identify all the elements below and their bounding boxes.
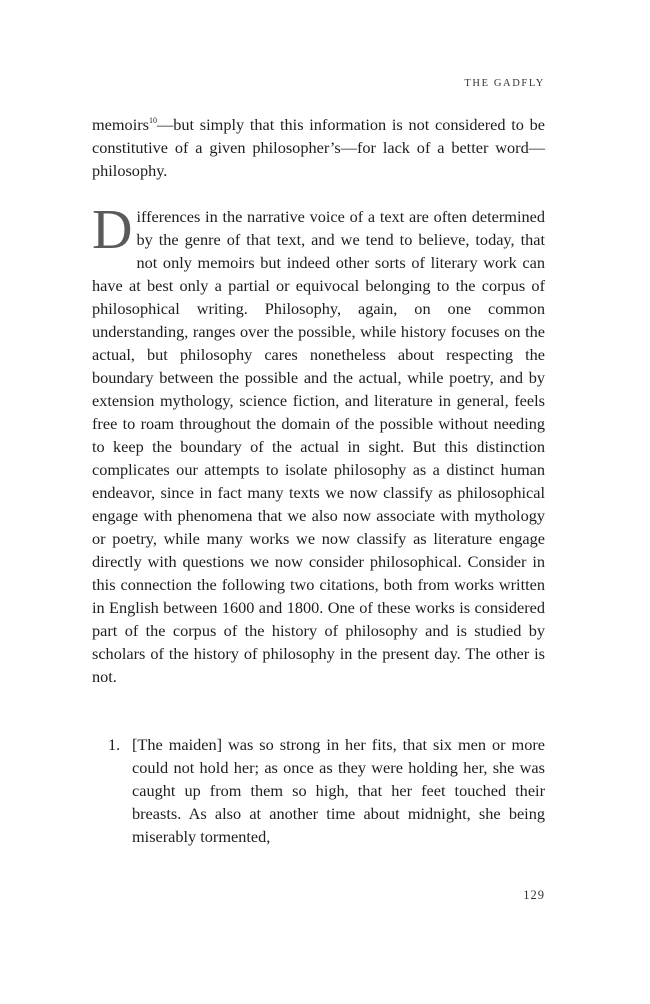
paragraph-2-text: ifferences in the narrative voice of a text are often determined by the genre of that text, and we tend to believe, today, that not only memoirs but indeed other sorts of literary work can have at best only a partial or equivocal belonging to the corpus of philosophical writing. Philosophy, again, on one common understanding, ranges over the possible, while history focuses on the actual, but philosophy cares nonetheless about respecting the boundary between the possible and the actual, while poetry, and by extension mythology, science fiction, and literature in general, feels free to roam throughout the domain of the possible without needing to keep the boundary of the actual in sight. But this distinction complicates our attempts to isolate philosophy as a distinct human endeavor, since in fact many texts we now classify as philosophical engage with phenomena that we also now associate with mythology or poetry, while many works we now classify as literature engage directly with questions we now consider philosophical. Consider in this connection the following two citations, both from works written in English between 1600 and 1800. One of these works is considered part of the corpus of the history of philosophy and is studied by scholars of the history of philosophy in the present day. The other is not. xyxy=(92,207,545,686)
drop-cap: D xyxy=(92,199,133,261)
main-text xyxy=(92,113,545,688)
citation-item xyxy=(92,733,545,848)
citation-number: 1. xyxy=(108,735,121,754)
citation-text: [The maiden] was so strong in her fits, that six men or more could not hold her; as once as they were holding her, she was caught up from them so high, that her feet touched their breasts. As also at another time about midnight, she being miserably tormented, xyxy=(132,735,545,846)
paragraph-1 xyxy=(92,113,545,182)
citation-list xyxy=(92,733,545,848)
footnote-marker: 10 xyxy=(148,115,157,125)
paragraph-1-rest: —but simply that this information is not considered to be constitutive of a given philosopher’s—for lack of a better word—philosophy. xyxy=(92,115,545,180)
paragraph-spacer xyxy=(92,182,545,205)
page-number: 129 xyxy=(523,888,545,902)
paragraph-2 xyxy=(92,199,545,688)
running-head: THE GADFLY xyxy=(464,78,545,89)
paragraph-1-start: memoirs xyxy=(92,115,149,134)
